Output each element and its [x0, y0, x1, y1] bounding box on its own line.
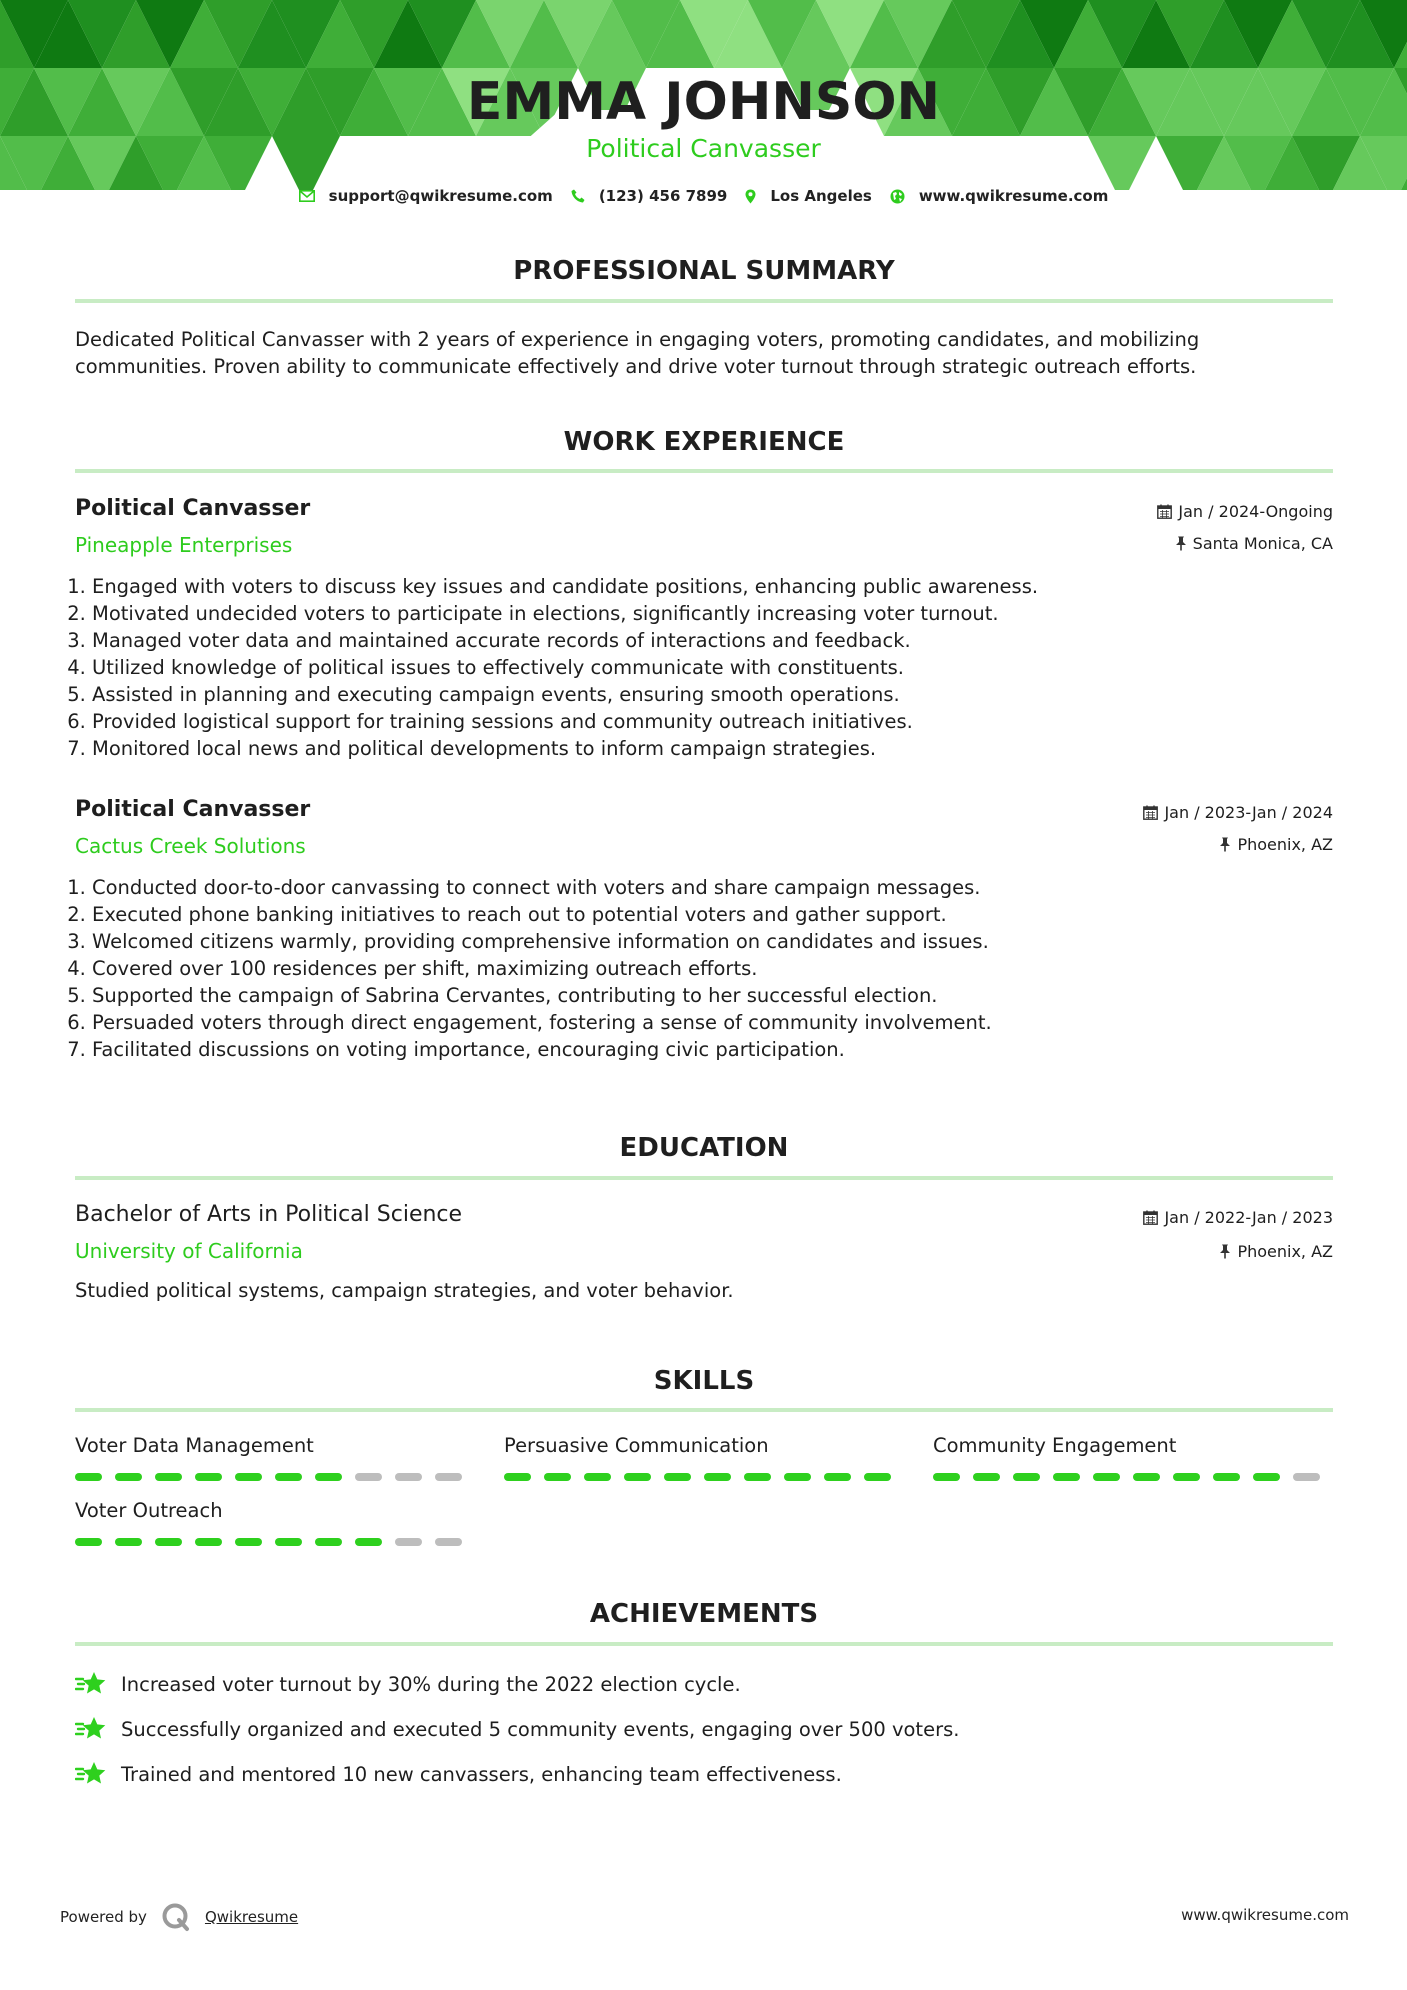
skill-dash-filled: [704, 1473, 731, 1481]
qwikresume-logo-icon: [161, 1902, 191, 1932]
achievement-item: [75, 1760, 842, 1788]
skill-dash-filled: [275, 1473, 302, 1481]
job-title: Political Canvasser: [75, 496, 311, 521]
skill-dash-filled: [235, 1473, 262, 1481]
list-item: 6. Persuaded voters through direct engagement, fostering a sense of community involvement.: [92, 1009, 992, 1036]
list-item: 2. Executed phone banking initiatives to reach out to potential voters and gather support.: [92, 901, 992, 928]
company-name: Pineapple Enterprises: [75, 533, 293, 557]
calendar-icon: [1143, 805, 1158, 820]
education-heading: EDUCATION: [619, 1133, 789, 1163]
skill-name: Community Engagement: [933, 1434, 1177, 1457]
skills-divider: [75, 1408, 1333, 1412]
skill-dash-empty: [435, 1473, 462, 1481]
achievement-text: Successfully organized and executed 5 community events, engaging over 500 voters.: [121, 1717, 960, 1741]
skill-dash-empty: [395, 1538, 422, 1546]
summary-line-2: communities. Proven ability to communicate effectively and drive voter turnout through strategic outreach efforts.: [75, 355, 1197, 378]
list-item: 2. Motivated undecided voters to participate in elections, significantly increasing voter turnout.: [92, 600, 1038, 627]
achievement-item: [75, 1670, 741, 1698]
list-item: 1. Conducted door-to-door canvassing to connect with voters and share campaign messages.: [92, 874, 992, 901]
list-item: 3. Managed voter data and maintained accurate records of interactions and feedback.: [92, 627, 1038, 654]
star-icon: [75, 1715, 107, 1743]
contact-bar: [0, 187, 1407, 205]
calendar-icon: [1143, 1210, 1158, 1225]
job-location: [1175, 534, 1333, 553]
skill-dash-filled: [1053, 1473, 1080, 1481]
skill-level: [933, 1473, 1333, 1481]
skill-dash-empty: [435, 1538, 462, 1546]
skill-dash-filled: [1213, 1473, 1240, 1481]
contact-email[interactable]: [299, 187, 553, 205]
skill-item: [504, 1434, 904, 1481]
candidate-name: EMMA JOHNSON: [466, 72, 941, 132]
skill-dash-filled: [75, 1538, 102, 1546]
achievement-text: Trained and mentored 10 new canvassers, enhancing team effectiveness.: [121, 1762, 842, 1786]
skill-dash-filled: [275, 1538, 302, 1546]
skill-dash-filled: [584, 1473, 611, 1481]
education-date-text: Jan / 2022-Jan / 2023: [1164, 1208, 1333, 1227]
calendar-icon: [1157, 504, 1172, 519]
list-item: 7. Facilitated discussions on voting importance, encouraging civic participation.: [92, 1036, 992, 1063]
skill-dash-filled: [315, 1473, 342, 1481]
pin-icon: [1219, 1244, 1231, 1259]
skill-dash-filled: [784, 1473, 811, 1481]
skill-dash-filled: [1253, 1473, 1280, 1481]
skill-dash-filled: [504, 1473, 531, 1481]
skill-dash-filled: [195, 1538, 222, 1546]
skill-dash-filled: [1013, 1473, 1040, 1481]
skill-dash-filled: [1133, 1473, 1160, 1481]
contact-email-text: support@qwikresume.com: [328, 187, 553, 205]
skill-dash-filled: [1093, 1473, 1120, 1481]
skills-heading: SKILLS: [653, 1366, 755, 1396]
skill-dash-filled: [864, 1473, 891, 1481]
skill-dash-empty: [395, 1473, 422, 1481]
contact-website[interactable]: [890, 187, 1109, 205]
skill-name: Voter Outreach: [75, 1499, 223, 1522]
skill-name: Persuasive Communication: [504, 1434, 769, 1457]
list-item: 5. Supported the campaign of Sabrina Cervantes, contributing to her successful election.: [92, 982, 992, 1009]
skill-dash-filled: [973, 1473, 1000, 1481]
job-date-text: Jan / 2023-Jan / 2024: [1164, 803, 1333, 822]
list-item: 4. Covered over 100 residences per shift, maximizing outreach efforts.: [92, 955, 992, 982]
contact-location: [745, 187, 871, 205]
job-date-text: Jan / 2024-Ongoing: [1178, 502, 1333, 521]
education-description: Studied political systems, campaign strategies, and voter behavior.: [75, 1279, 734, 1302]
experience-divider: [75, 469, 1333, 473]
skill-item: [75, 1434, 475, 1481]
list-item: 3. Welcomed citizens warmly, providing comprehensive information on candidates and issues.: [92, 928, 992, 955]
achievements-heading: ACHIEVEMENTS: [589, 1599, 819, 1629]
globe-icon: [890, 189, 905, 204]
list-item: 1. Engaged with voters to discuss key issues and candidate positions, enhancing public awareness.: [92, 573, 1038, 600]
school-name: University of California: [75, 1239, 303, 1263]
summary-divider: [75, 299, 1333, 303]
education-divider: [75, 1176, 1333, 1180]
list-item: 4. Utilized knowledge of political issues to effectively communicate with constituents.: [92, 654, 1038, 681]
pin-icon: [1219, 837, 1231, 852]
job-date: [1157, 502, 1333, 521]
map-marker-icon: [745, 189, 756, 204]
skill-name: Voter Data Management: [75, 1434, 314, 1457]
skill-dash-filled: [235, 1538, 262, 1546]
skill-dash-filled: [355, 1538, 382, 1546]
skill-dash-filled: [624, 1473, 651, 1481]
skill-dash-filled: [664, 1473, 691, 1481]
achievements-divider: [75, 1642, 1333, 1646]
education-date: [1143, 1208, 1333, 1227]
job-responsibilities: [70, 874, 992, 1063]
powered-by-label: Powered by: [60, 1908, 147, 1926]
summary-heading: PROFESSIONAL SUMMARY: [513, 256, 895, 286]
skill-level: [75, 1473, 475, 1481]
contact-website-text: www.qwikresume.com: [918, 187, 1109, 205]
education-entry: [75, 1202, 1333, 1302]
skill-dash-filled: [824, 1473, 851, 1481]
skill-dash-filled: [195, 1473, 222, 1481]
contact-phone[interactable]: [571, 187, 728, 205]
skill-level: [504, 1473, 904, 1481]
job-location-text: Phoenix, AZ: [1237, 835, 1333, 854]
skill-item: [933, 1434, 1333, 1481]
skill-dash-filled: [744, 1473, 771, 1481]
skill-dash-filled: [75, 1473, 102, 1481]
skill-dash-empty: [355, 1473, 382, 1481]
job-location-text: Santa Monica, CA: [1192, 534, 1333, 553]
star-icon: [75, 1760, 107, 1788]
footer-url[interactable]: www.qwikresume.com: [1181, 1906, 1349, 1924]
achievement-text: Increased voter turnout by 30% during the 2022 election cycle.: [121, 1672, 741, 1696]
job-entry: [75, 797, 1333, 1067]
phone-icon: [571, 189, 585, 203]
degree-title: Bachelor of Arts in Political Science: [75, 1202, 463, 1227]
skill-dash-filled: [315, 1538, 342, 1546]
envelope-icon: [299, 190, 315, 202]
summary-text: [75, 326, 1333, 380]
experience-heading: WORK EXPERIENCE: [563, 427, 845, 457]
skill-dash-empty: [1293, 1473, 1320, 1481]
skill-dash-filled: [115, 1473, 142, 1481]
skill-level: [75, 1538, 475, 1546]
company-name: Cactus Creek Solutions: [75, 834, 306, 858]
skill-dash-filled: [155, 1538, 182, 1546]
list-item: 5. Assisted in planning and executing campaign events, ensuring smooth operations.: [92, 681, 1038, 708]
job-title: Political Canvasser: [75, 797, 311, 822]
skill-dash-filled: [544, 1473, 571, 1481]
star-icon: [75, 1670, 107, 1698]
footer-powered-by: [60, 1902, 298, 1932]
education-location-text: Phoenix, AZ: [1237, 1242, 1333, 1261]
job-role: Political Canvasser: [586, 134, 821, 163]
skill-dash-filled: [933, 1473, 960, 1481]
pin-icon: [1175, 536, 1187, 551]
skill-item: [75, 1499, 475, 1546]
summary-line-1: Dedicated Political Canvasser with 2 years of experience in engaging voters, promoting candidates, and mobilizing: [75, 328, 1200, 351]
qwikresume-link[interactable]: Qwikresume: [204, 1908, 299, 1926]
skill-dash-filled: [155, 1473, 182, 1481]
contact-phone-text: (123) 456 7899: [598, 187, 728, 205]
education-location: [1219, 1242, 1333, 1261]
skill-dash-filled: [1173, 1473, 1200, 1481]
job-date: [1143, 803, 1333, 822]
job-location: [1219, 835, 1333, 854]
achievement-item: [75, 1715, 959, 1743]
list-item: 7. Monitored local news and political developments to inform campaign strategies.: [92, 735, 1038, 762]
job-responsibilities: [70, 573, 1038, 762]
skill-dash-filled: [115, 1538, 142, 1546]
list-item: 6. Provided logistical support for training sessions and community outreach initiatives.: [92, 708, 1038, 735]
job-entry: [75, 496, 1333, 766]
contact-location-text: Los Angeles: [770, 187, 872, 205]
